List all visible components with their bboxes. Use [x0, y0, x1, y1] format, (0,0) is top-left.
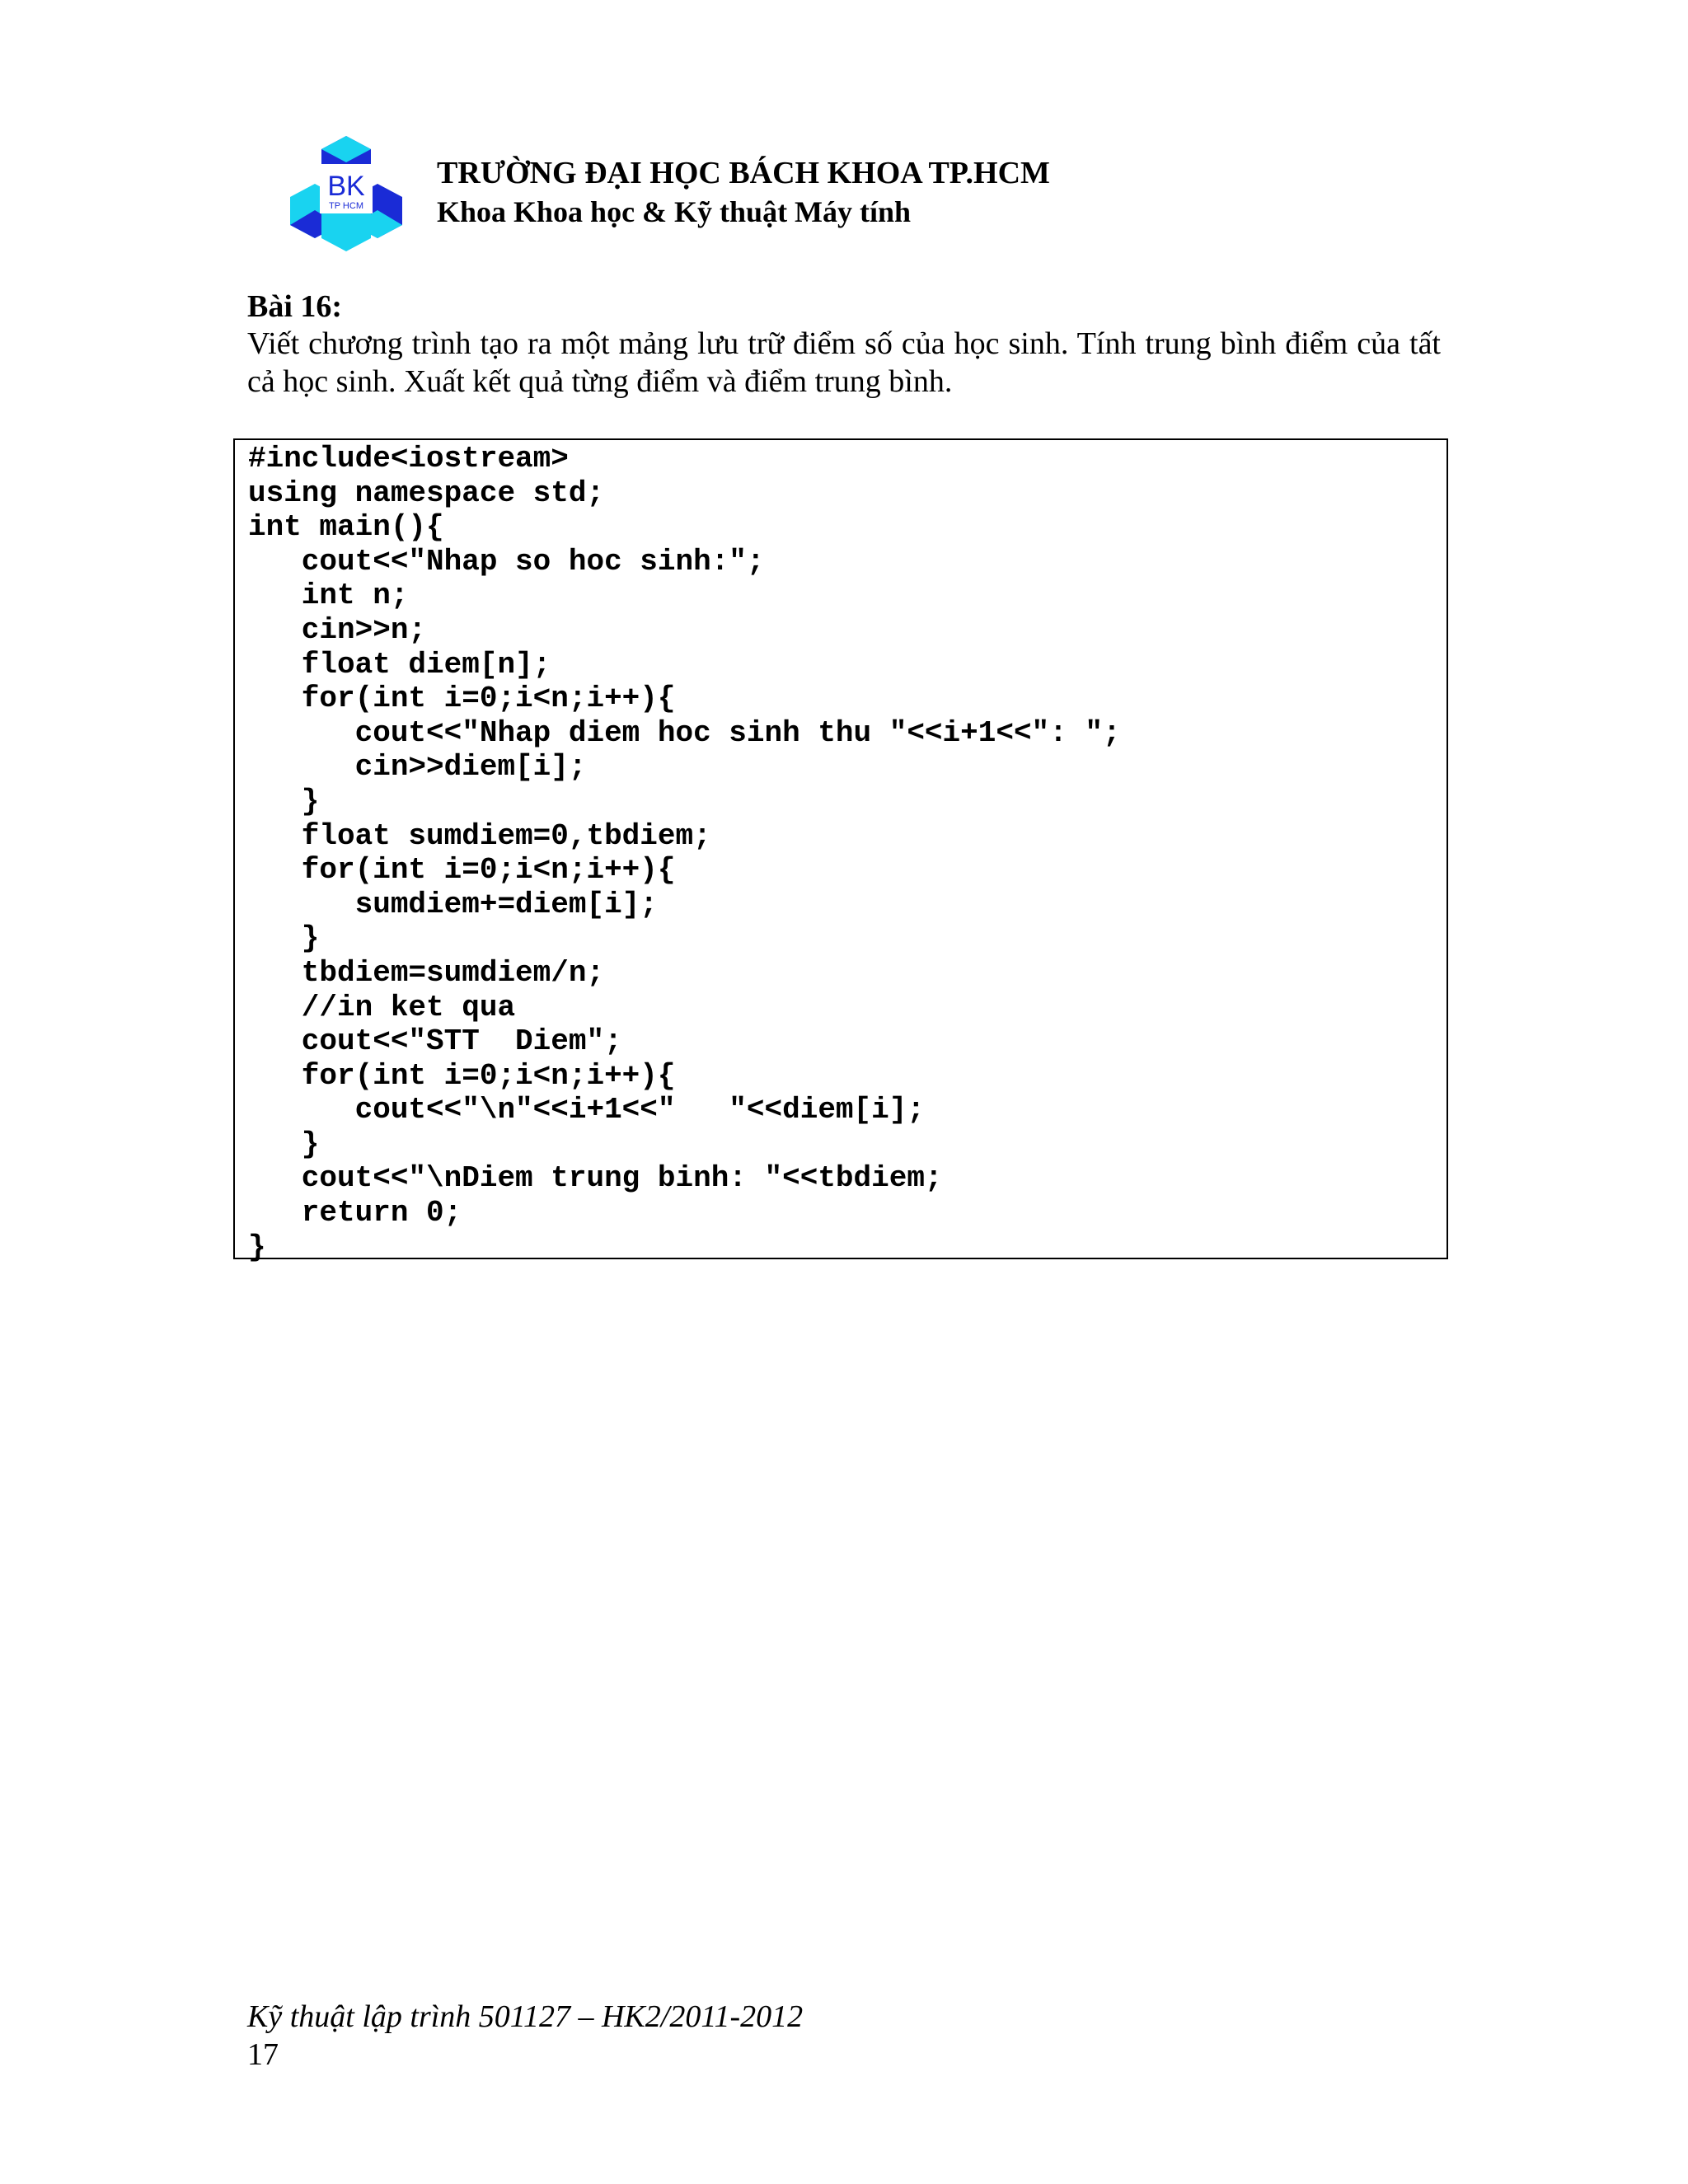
code-line: tbdiem=sumdiem/n; [248, 955, 605, 990]
exercise-description: Viết chương trình tạo ra một mảng lưu trữ điểm số của học sinh. Tính trung bình điểm của tất cả học sinh. Xuất kết quả từng điểm và điểm trung bình. [247, 326, 1441, 399]
code-line: cout<<"\nDiem trung binh: "<<tbdiem; [248, 1161, 943, 1196]
code-line: using namespace std; [248, 476, 605, 510]
code-line: for(int i=0;i<n;i++){ [248, 682, 676, 716]
code-line: return 0; [248, 1196, 462, 1230]
logo-text-sub: TP HCM [329, 201, 363, 211]
code-line: } [248, 784, 320, 818]
code-line: } [248, 1127, 320, 1161]
school-name: TRƯỜNG ĐẠI HỌC BÁCH KHOA TP.HCM [437, 156, 1050, 190]
footer-course: Kỹ thuật lập trình 501127 – HK2/2011-2012 [247, 1999, 804, 2034]
page-header [437, 153, 1050, 231]
code-line: for(int i=0;i<n;i++){ [248, 1058, 676, 1093]
logo-text-main: BK [327, 171, 365, 202]
exercise-title: Bài 16: [247, 289, 343, 324]
code-line: cout<<"Nhap so hoc sinh:"; [248, 544, 765, 579]
code-line: int n; [248, 579, 409, 613]
code-line: int main(){ [248, 510, 444, 545]
code-block [233, 438, 1448, 1264]
code-line: for(int i=0;i<n;i++){ [248, 853, 676, 888]
faculty-name: Khoa Khoa học & Kỹ thuật Máy tính [437, 195, 912, 228]
code-line: #include<iostream> [248, 442, 569, 476]
code-line: cout<<"\n"<<i+1<<" "<<diem[i]; [248, 1093, 925, 1127]
code-line: sumdiem+=diem[i]; [248, 887, 658, 921]
code-line: float diem[n]; [248, 647, 551, 682]
code-line: cout<<"Nhap diem hoc sinh thu "<<i+1<<": "; [248, 715, 1121, 750]
code-line: float sumdiem=0,tbdiem; [248, 818, 711, 853]
code-line: } [248, 1230, 266, 1264]
bk-tphcm-logo-icon [288, 134, 404, 253]
code-line: } [248, 921, 320, 956]
code-line: cin>>diem[i]; [248, 750, 587, 785]
code-line: cin>>n; [248, 612, 427, 647]
code-lines [248, 442, 1121, 1264]
code-line: //in ket qua [248, 990, 516, 1024]
page-number: 17 [247, 2037, 279, 2072]
code-line: cout<<"STT Diem"; [248, 1024, 622, 1059]
